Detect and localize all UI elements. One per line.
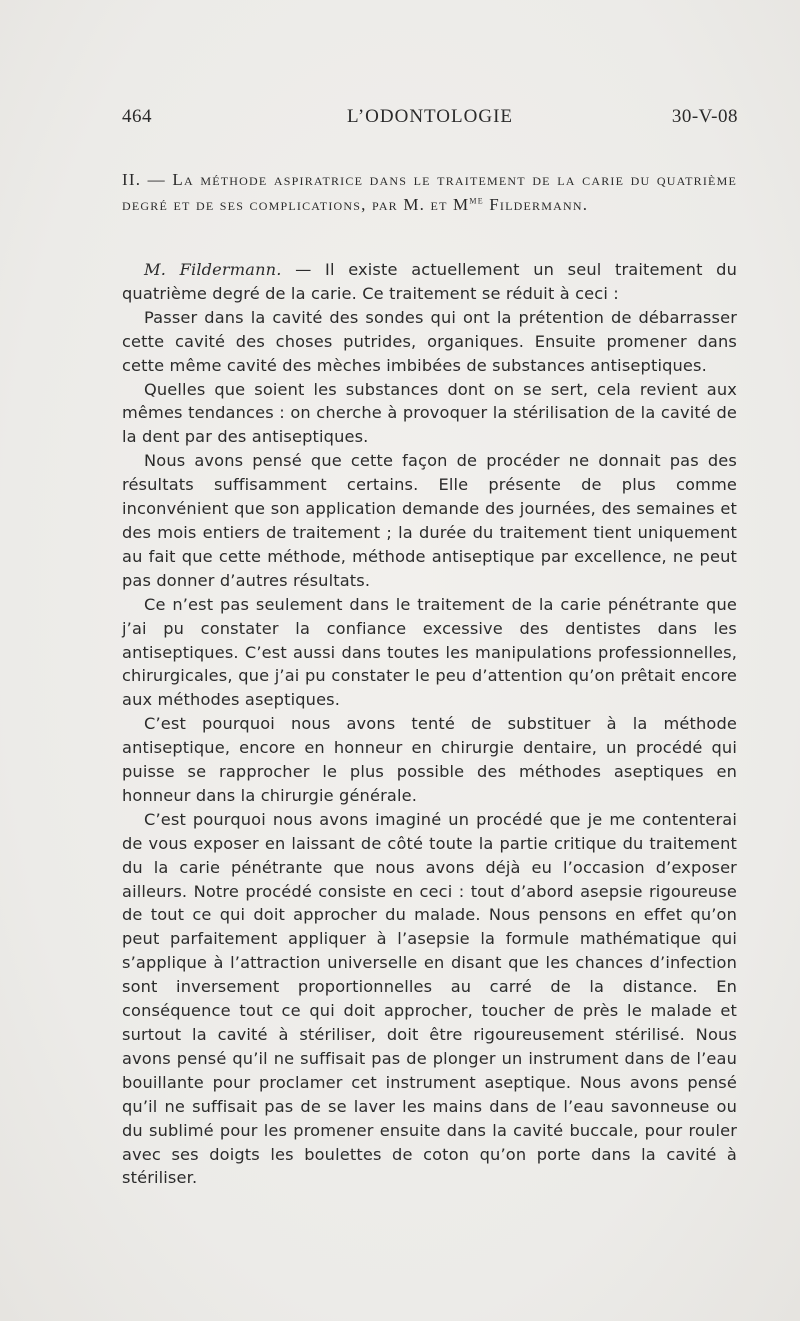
paragraph: C’est pourquoi nous avons tenté de substituer à la méthode antiseptique, encore en honneur en chirurgie dentaire, un procédé qui puisse se rapprocher le plus possible des méthodes aseptiques en honneur dans la chirurgie générale. [122,714,737,805]
paragraph [122,258,737,306]
page-number: 464 [122,106,152,127]
body-text [122,258,737,1190]
section-title-superscript: me [469,194,484,207]
running-header [122,106,738,132]
journal-title: L’ODONTOLOGIE [346,106,514,127]
section-title [122,167,737,217]
paragraph: Ce n’est pas seulement dans le traitement de la carie pénétrante que j’ai pu constater la confiance excessive des dentistes dans les antiseptiques. C’est aussi dans toutes les manipulations professionnelles, chirurgicales, que j’ai pu constater le peu d’attention qu’on prêtait encore aux méthodes aseptiques. [122,594,737,710]
section-title-main: II. — La méthode aspiratrice dans le traitement de la carie du quatrième degré et de ses complications, par M. et M [122,170,737,214]
paragraph: Passer dans la cavité des sondes qui ont la prétention de débarrasser cette cavité des choses putrides, organiques. Ensuite promener dans cette même cavité des mèches imbibées de substances antiseptiques. [122,307,737,375]
issue-date: 30-V-08 [671,106,738,127]
paragraph-text: — Il existe actuellement un seul traitement du quatrième degré de la carie. Ce traitement se réduit à ceci : [122,260,737,303]
section-title-end: Fildermann. [483,195,589,214]
paragraph: Quelles que soient les substances dont on se sert, cela revient aux mêmes tendances : on cherche à provoquer la stérilisation de la cavité de la dent par des antiseptiques. [122,379,737,447]
paragraph: C’est pourquoi nous avons imaginé un procédé que je me contenterai de vous exposer en laissant de côté toute la partie critique du traitement du la carie pénétrante que nous avons déjà eu l’occasion d’exposer ailleurs. Notre procédé consiste en ceci : tout d’abord asepsie rigoureuse de tout ce qui doit approcher du malade. Nous pensons en effet qu’on peut parfaitement appliquer à l’asepsie la formule mathématique qui s’applique à l’attraction universelle en disant que les chances d’infection sont inversement proportionnelles au carré de la distance. En conséquence tout ce qui doit approcher, toucher de près le malade et surtout la cavité à stériliser, doit être rigoureusement stérilisé. Nous avons pensé qu’il ne suffisait pas de plonger un instrument dans de l’eau bouillante pour proclamer cet instrument aseptique. Nous avons pensé qu’il ne suffisait pas de se laver les mains dans de l’eau savonneuse ou du sublimé pour les promener ensuite dans la cavité buccale, pour rouler avec ses doigts les boulettes de coton qu’on porte dans la cavité à stériliser. [122,809,737,1188]
speaker-name: M. Fildermann. [144,260,282,279]
paragraph: Nous avons pensé que cette façon de procéder ne donnait pas des résultats suffisamment certains. Elle présente de plus comme inconvénient que son application demande des journées, des semaines et des mois entiers de traitement ; la durée du traitement tient uniquement au fait que cette méthode, méthode antiseptique par excellence, ne peut pas donner d’autres résultats. [122,451,737,590]
